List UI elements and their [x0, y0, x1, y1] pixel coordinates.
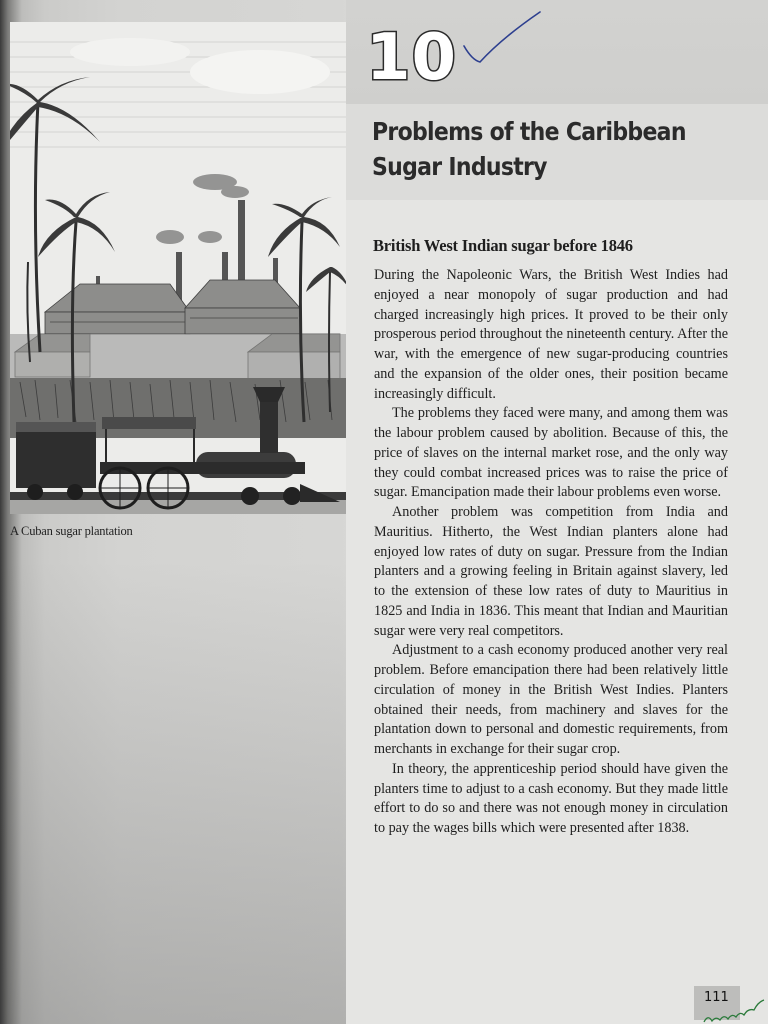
paragraph: Adjustment to a cash economy produced another very real problem. Before emancipation there had been relatively little circulation of money in the British West Indies. Planters obtained their needs, from machinery and slaves for the plantation down to personal and domestic requirements, from merchants in exchange for their sugar crop.	[374, 642, 728, 757]
figure-caption: A Cuban sugar plantation	[10, 524, 133, 538]
body-text	[374, 266, 728, 839]
pen-checkmark-icon	[462, 8, 552, 68]
chapter-number: 10	[366, 21, 458, 95]
paragraph: The problems they faced were many, and among them was the labour problem caused by abolition. Because of this, the price of slaves on the internal market rose, and the only way they could combat increased prices was to raise the price of sugar. Emancipation made their labour problems even worse.	[374, 405, 728, 501]
plantation-illustration	[10, 22, 346, 514]
paragraph: Another problem was competition from India and Mauritius. Hitherto, the West Indian planters alone had enjoyed low rates of duty on sugar. Pressure from the Indian planters and a growing feeling in Britain against slavery, led to the extension of these low rates of duty to Mauritius in 1825 and India in 1836. This meant that Indian and Mauritian sugar were very real competitors.	[374, 504, 728, 639]
chapter-title: Problems of the Caribbean Sugar Industry	[372, 117, 686, 181]
section-heading: British West Indian sugar before 1846	[373, 236, 633, 255]
engraving-image	[10, 22, 346, 514]
handwritten-signature-icon	[700, 994, 768, 1024]
paragraph: During the Napoleonic Wars, the British West Indies had enjoyed a near monopoly of sugar production and had charged increasingly high prices. It proved to be their only prosperous period throughout the nineteenth century. After the war, with the emergence of new sugar-producing countries and the expansion of the older ones, their position became increasingly difficult.	[374, 267, 728, 402]
page-shadow	[0, 560, 360, 1024]
paragraph: In theory, the apprenticeship period should have given the planters time to adjust to a cash economy. But they made little effort to do so and there was not enough money in circulation to pay the wages bills which were presented after 1838.	[374, 760, 728, 836]
page-number: 111	[694, 986, 740, 1020]
